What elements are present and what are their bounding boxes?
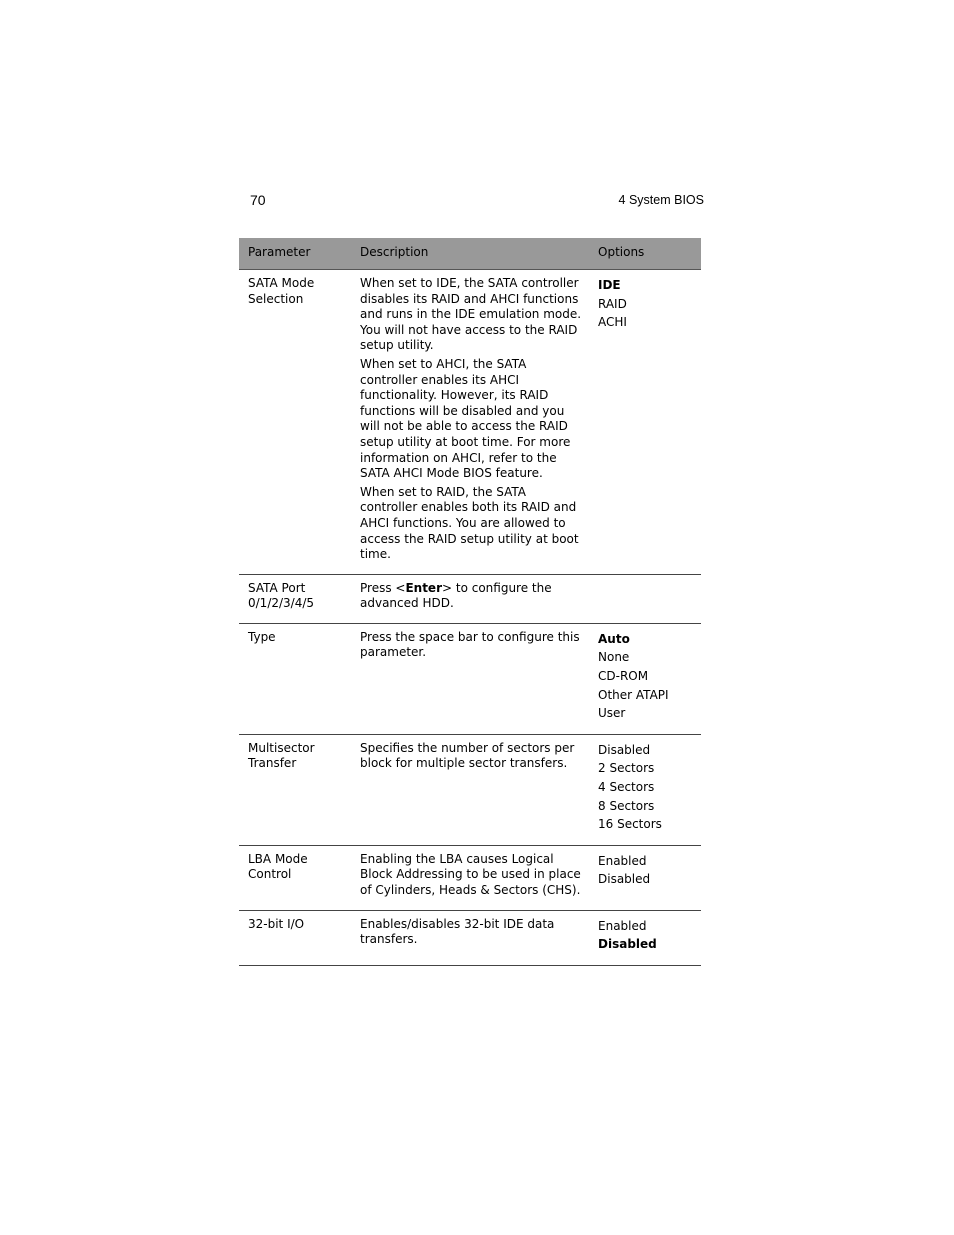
option-value: Other ATAPI (598, 687, 669, 702)
option-value: ACHI (598, 315, 627, 330)
table-row (239, 270, 701, 575)
column-header-parameter: Parameter (239, 238, 351, 270)
table-row (239, 623, 701, 734)
table-row (239, 734, 701, 845)
options-cell (589, 270, 701, 575)
table-row (239, 574, 701, 623)
options-cell (589, 910, 701, 965)
parameter-cell: Type (239, 623, 351, 734)
option-value: Enabled (598, 918, 647, 933)
enter-key-label: Enter (405, 580, 442, 595)
parameter-cell: LBA Mode Control (239, 845, 351, 910)
chapter-title: 4 System BIOS (618, 193, 704, 207)
option-value: 2 Sectors (598, 761, 655, 776)
parameter-cell: 32-bit I/O (239, 910, 351, 965)
table-row (239, 910, 701, 965)
options-cell (589, 845, 701, 910)
table-row (239, 845, 701, 910)
parameter-cell: SATA Mode Selection (239, 270, 351, 575)
description-cell (351, 734, 589, 845)
options-cell (589, 623, 701, 734)
page-number: 70 (250, 192, 266, 208)
description-paragraph: When set to IDE, the SATA controller disables its RAID and AHCI functions and runs in the IDE emulation mode. You will not have access to the RAID setup utility. (360, 276, 582, 353)
option-value: RAID (598, 296, 627, 311)
option-value: 4 Sectors (598, 780, 655, 795)
option-value-default: IDE (598, 278, 621, 292)
parameter-cell: Multisector Transfer (239, 734, 351, 845)
description-paragraph: Press the space bar to configure this parameter. (360, 629, 580, 660)
bios-parameter-table (239, 238, 701, 966)
option-value: None (598, 650, 630, 665)
option-value: 16 Sectors (598, 817, 662, 832)
column-header-options: Options (589, 238, 701, 270)
options-cell (589, 574, 701, 623)
column-header-description: Description (351, 238, 589, 270)
description-paragraph: When set to RAID, the SATA controller enables both its RAID and AHCI functions. You are allowed to access the RAID setup utility at boot time. (360, 484, 579, 562)
description-suffix: > to configure the advanced HDD. (360, 580, 552, 611)
options-cell (589, 734, 701, 845)
option-value: Enabled (598, 853, 647, 868)
description-paragraph: When set to AHCI, the SATA controller enables its AHCI functionality. However, its RAID functions will be disabled and you will not be able to access the RAID setup utility at boot time. For more information on AHCI, refer to the SATA AHCI Mode BIOS feature. (360, 356, 571, 481)
description-prefix: Press < (360, 580, 406, 595)
description-cell (351, 623, 589, 734)
description-paragraph: Specifies the number of sectors per block for multiple sector transfers. (360, 740, 575, 771)
description-cell (351, 910, 589, 965)
table-header-row (239, 238, 701, 270)
option-value: Disabled (598, 742, 651, 757)
option-value-default: Disabled (598, 937, 657, 952)
option-value: 8 Sectors (598, 798, 655, 813)
description-cell (351, 270, 589, 575)
description-paragraph: Enabling the LBA causes Logical Block Addressing to be used in place of Cylinders, Heads & Sectors (CHS). (360, 851, 581, 897)
description-paragraph: Enables/disables 32-bit IDE data transfers. (360, 916, 555, 947)
option-value: User (598, 706, 626, 721)
description-cell (351, 574, 589, 623)
description-cell (351, 845, 589, 910)
option-value: CD-ROM (598, 669, 649, 684)
option-value-default: Auto (598, 631, 630, 646)
option-value: Disabled (598, 872, 651, 887)
description-paragraph (360, 581, 583, 612)
parameter-cell: SATA Port 0/1/2/3/4/5 (239, 574, 351, 623)
